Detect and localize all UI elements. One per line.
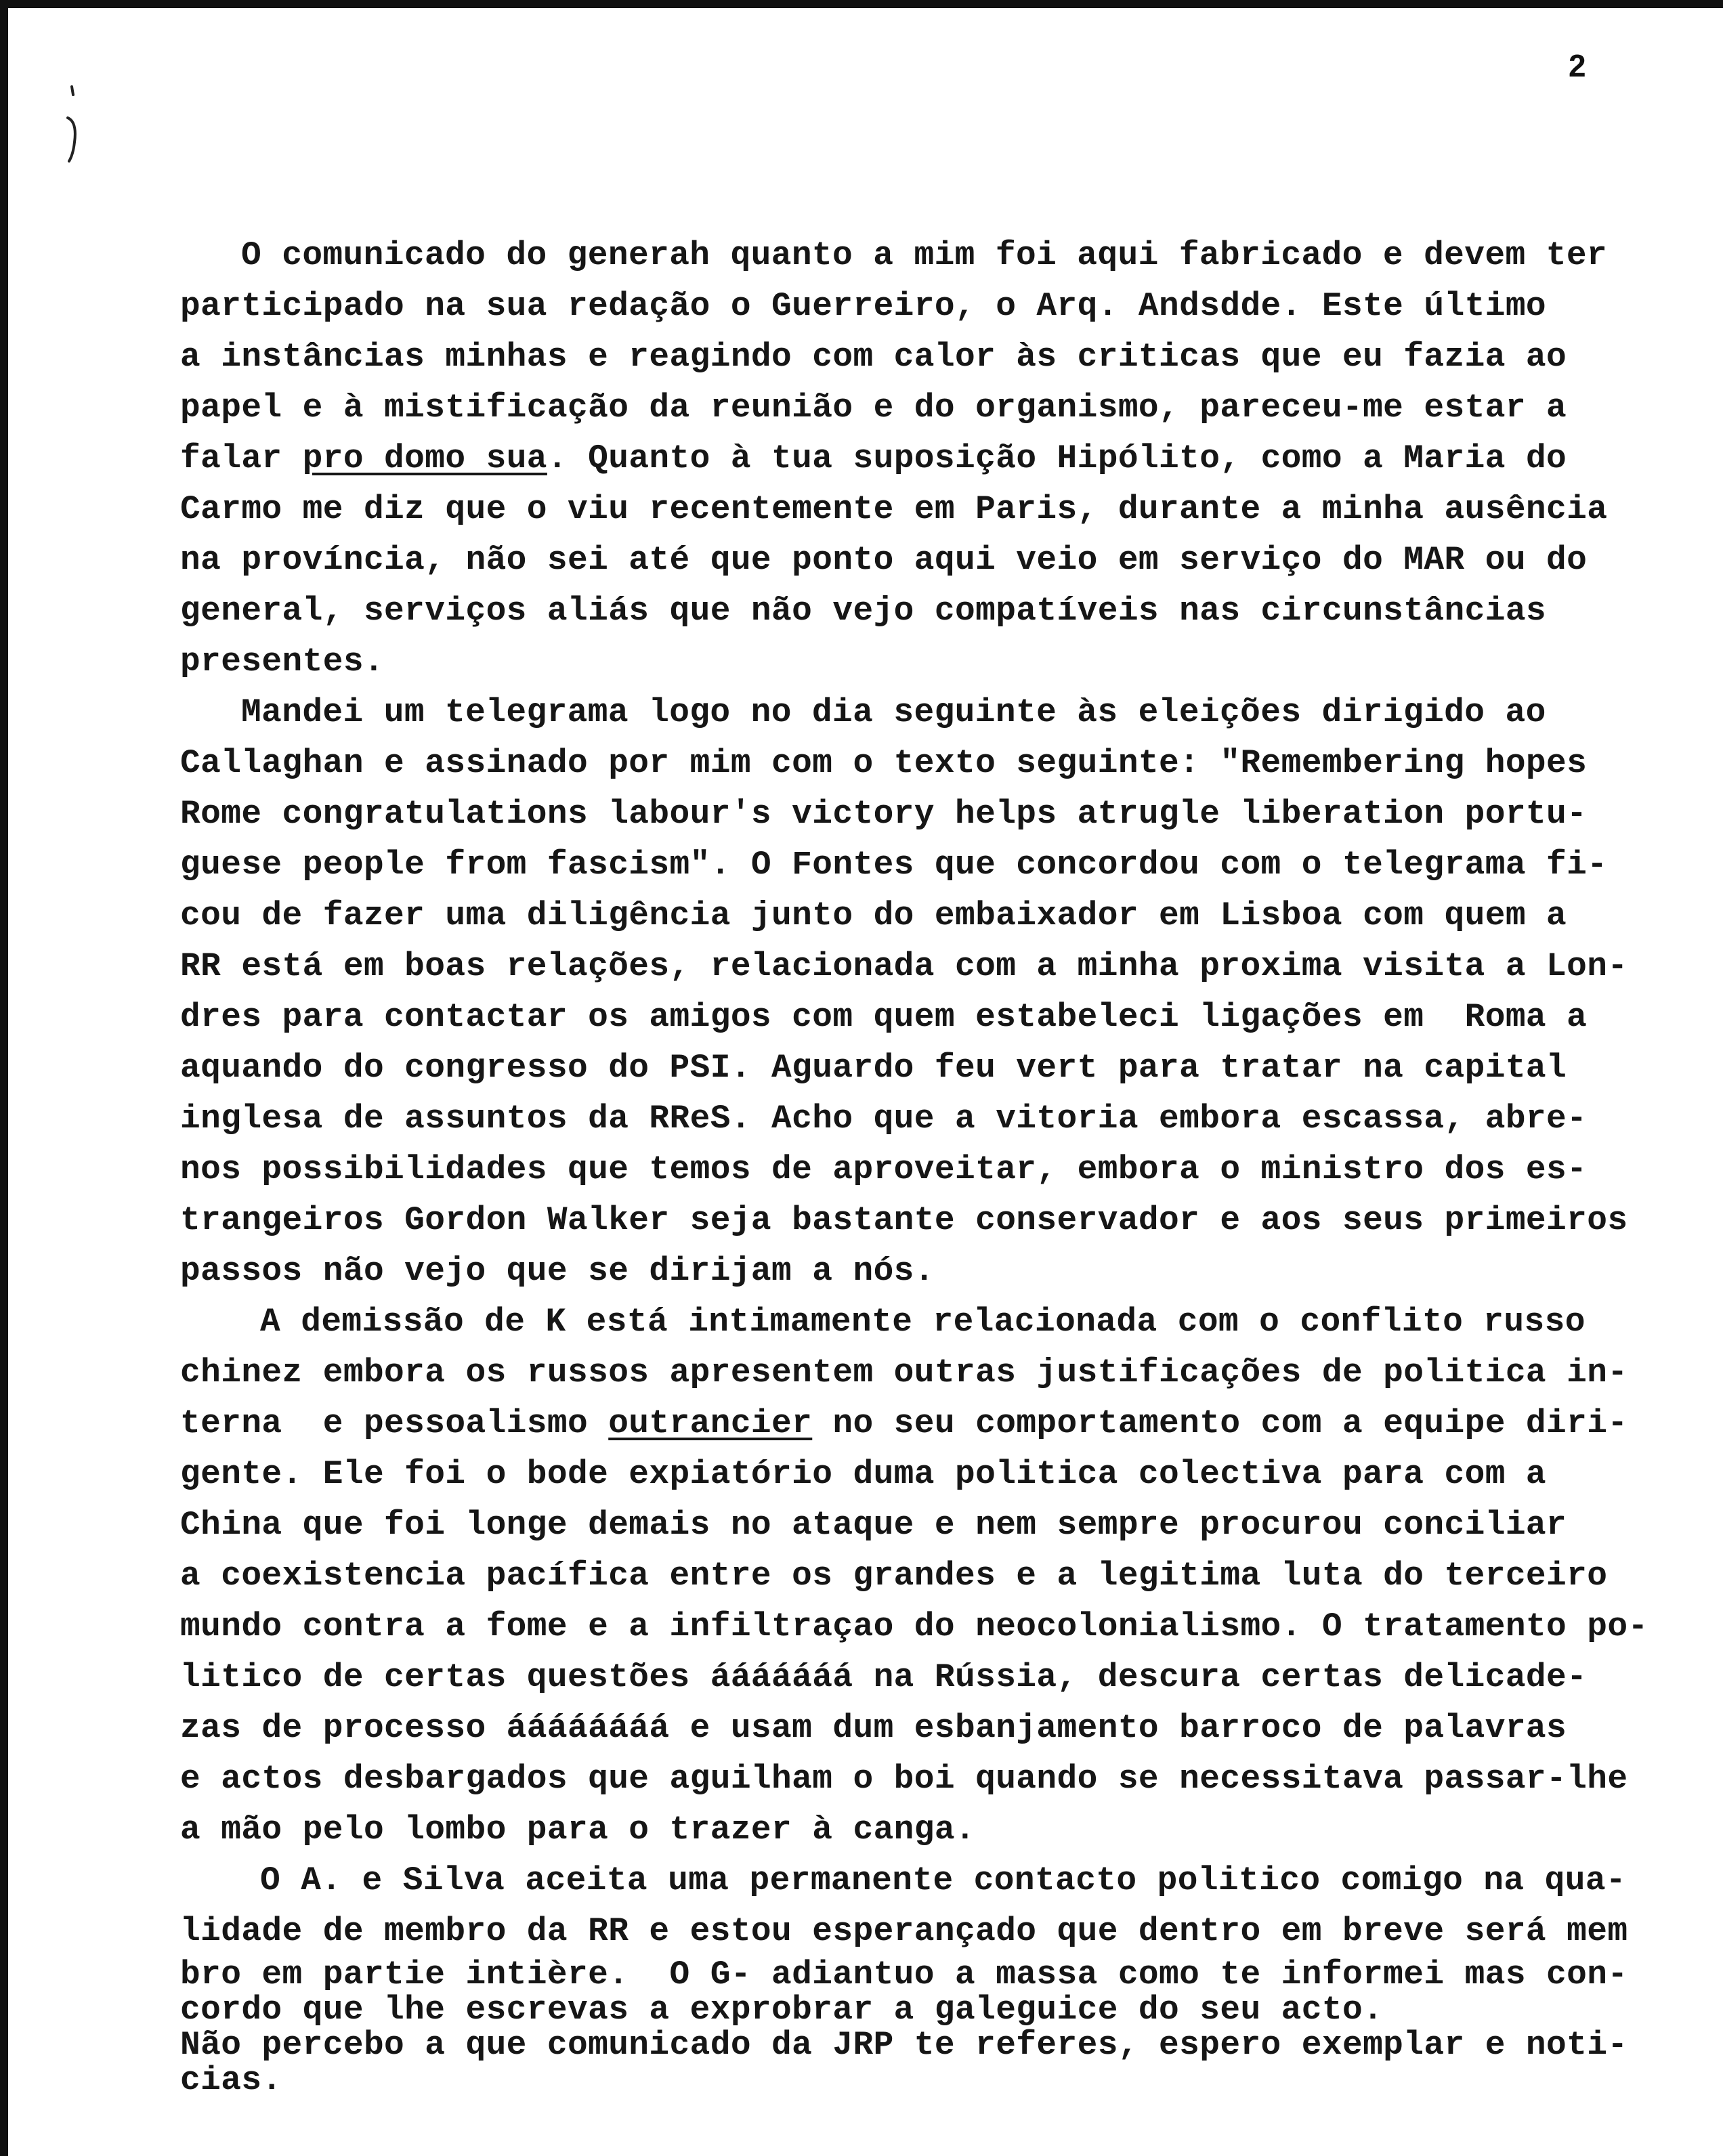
letter-line: gente. Ele foi o bode expiatório duma politica colectiva para com a [180,1455,1547,1493]
letter-line: nos possibilidades que temos de aproveitar, embora o ministro dos es- [180,1150,1588,1188]
letter-line: bro em partie intière. O G- adiantuo a massa como te informei mas con- [180,1956,1628,1993]
letter-line: A demissão de K está intimamente relacionada com o conflito russo [260,1303,1586,1341]
letter-line: terna e pessoalismo outrancier no seu comportamento com a equipe diri- [180,1404,1628,1442]
underlined-phrase: pro domo sua [302,439,547,477]
letter-line: participado na sua redação o Guerreiro, o Arq. Andsdde. Este último [180,287,1547,325]
letter-line: litico de certas questões ááááááá na Rússia, descura certas delicade- [180,1658,1588,1696]
handwritten-margin-mark [57,74,84,169]
letter-line: guese people from fascism". O Fontes que concordou com o telegrama fi- [180,846,1608,884]
letter-line: cias. [180,2061,282,2099]
letter-line: a coexistencia pacífica entre os grandes e a legitima luta do terceiro [180,1557,1608,1595]
letter-body [180,230,1670,2098]
letter-line: trangeiros Gordon Walker seja bastante conservador e aos seus primeiros [180,1201,1628,1239]
letter-line: cou de fazer uma diligência junto do embaixador em Lisboa com quem a [180,897,1567,934]
letter-line: e actos desbargados que aguilham o boi quando se necessitava passar-lhe [180,1760,1628,1798]
letter-line: general, serviços aliás que não vejo compatíveis nas circunstâncias [180,592,1547,630]
letter-line: Carmo me diz que o viu recentemente em Paris, durante a minha ausência [180,490,1608,528]
underlined-word: outrancier [608,1404,813,1442]
letter-line: a mão pelo lombo para o trazer à canga. [180,1811,976,1849]
letter-line: inglesa de assuntos da RReS. Acho que a vitoria embora escassa, abre- [180,1100,1588,1138]
letter-line: lidade de membro da RR e estou esperançado que dentro em breve será mem [180,1912,1628,1950]
letter-line: a instâncias minhas e reagindo com calor às criticas que eu fazia ao [180,338,1567,376]
letter-line: presentes. [180,643,385,681]
letter-line: Rome congratulations labour's victory helps atrugle liberation portu- [180,795,1588,833]
letter-line: na província, não sei até que ponto aqui veio em serviço do MAR ou do [180,541,1588,579]
letter-line: China que foi longe demais no ataque e nem sempre procurou conciliar [180,1506,1567,1544]
letter-line: dres para contactar os amigos com quem estabeleci ligações em Roma a [180,998,1588,1036]
letter-line: chinez embora os russos apresentem outras justificações de politica in- [180,1354,1628,1392]
letter-line: papel e à mistificação da reunião e do organismo, pareceu-me estar a [180,389,1567,427]
letter-line: cordo que lhe escrevas a exprobrar a galeguice do seu acto. [180,1991,1384,2029]
letter-line: mundo contra a fome e a infiltraçao do neocolonialismo. O tratamento po- [180,1608,1648,1645]
letter-line: aquando do congresso do PSI. Aguardo feu vert para tratar na capital [180,1049,1567,1087]
letter-line: RR está em boas relações, relacionada com a minha proxima visita a Lon- [180,947,1628,985]
letter-line: passos não vejo que se dirijam a nós. [180,1252,935,1290]
letter-line: Não percebo a que comunicado da JRP te referes, espero exemplar e noti- [180,2026,1628,2064]
letter-line: zas de processo áááááááá e usam dum esbanjamento barroco de palavras [180,1709,1567,1747]
page-number: 2 [1569,48,1586,83]
letter-line: O A. e Silva aceita uma permanente contacto politico comigo na qua- [260,1861,1627,1899]
letter-line: Callaghan e assinado por mim com o texto seguinte: "Remembering hopes [180,744,1588,782]
letter-line: falar pro domo sua. Quanto à tua suposição Hipólito, como a Maria do [180,439,1567,477]
scan-border-top [0,0,1723,8]
letter-line: O comunicado do generah quanto a mim foi aqui fabricado e devem ter [241,236,1608,274]
scan-border-left [0,0,8,2156]
letter-line: Mandei um telegrama logo no dia seguinte às eleições dirigido ao [241,693,1546,731]
